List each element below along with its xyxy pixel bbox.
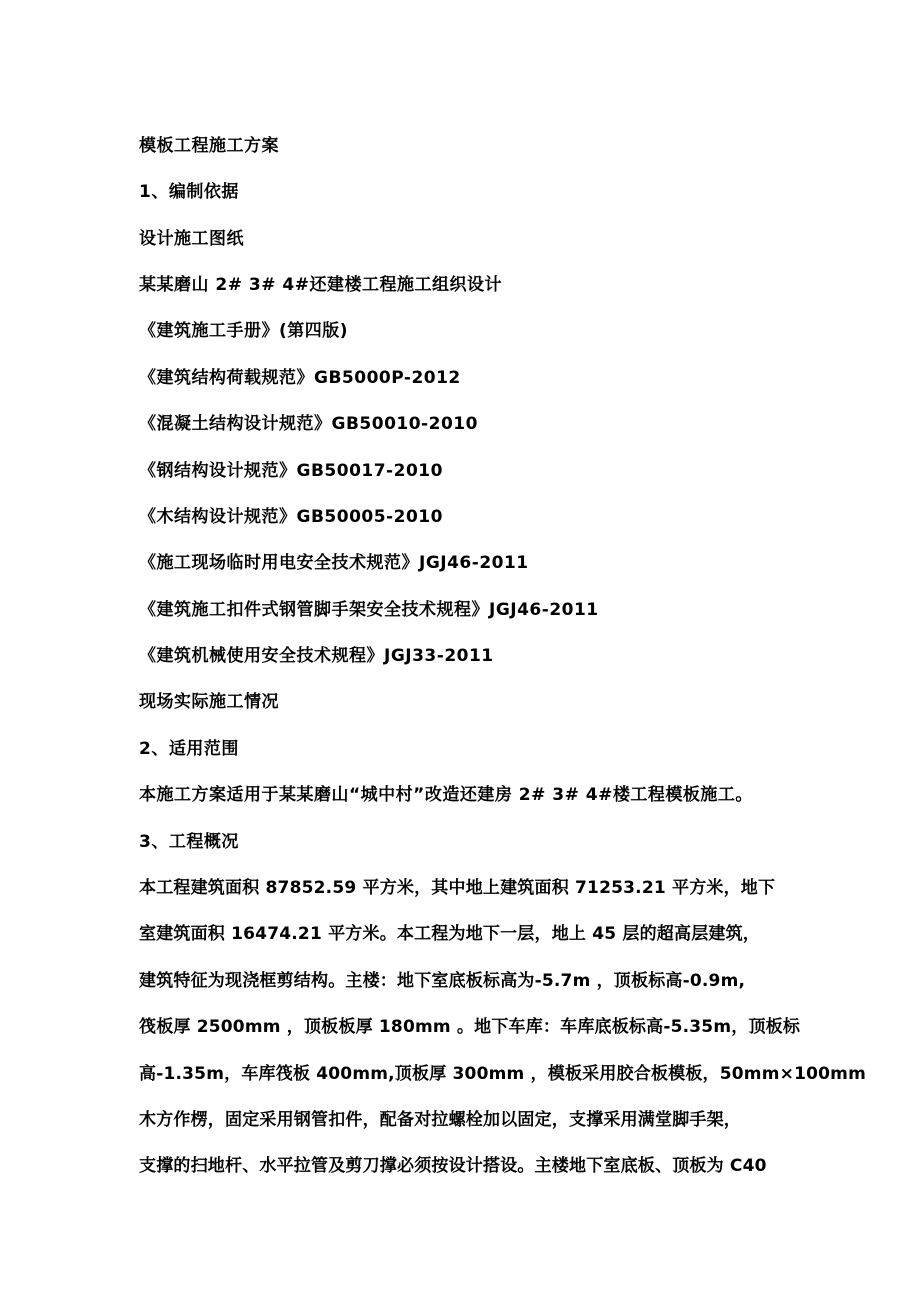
document-title: 模板工程施工方案 [139,136,279,156]
reference-item: 《钢结构设计规范》GB50017-2010 [139,461,443,481]
overview-line: 木方作楞，固定采用钢管扣件，配备对拉螺栓加以固定，支撑采用满堂脚手架， [139,1110,741,1130]
scope-paragraph: 本施工方案适用于某某磨山“城中村”改造还建房 2# 3# 4#楼工程模板施工。 [139,785,753,805]
reference-item: 某某磨山 2# 3# 4#还建楼工程施工组织设计 [139,275,502,295]
reference-item: 现场实际施工情况 [139,692,279,712]
reference-item: 《建筑机械使用安全技术规程》JGJ33-2011 [139,646,494,666]
reference-item: 《建筑施工手册》(第四版) [139,321,349,341]
reference-item: 《混凝土结构设计规范》GB50010-2010 [139,414,478,434]
section-heading-2: 2、适用范围 [139,739,239,759]
overview-line: 本工程建筑面积 87852.59 平方米，其中地上建筑面积 71253.21 平方米，地下 [139,878,776,898]
section-heading-1: 1、编制依据 [139,182,239,202]
overview-line: 支撑的扫地杆、水平拉管及剪刀撑必须按设计搭设。主楼地下室底板、顶板为 C40 [139,1156,767,1176]
reference-item: 设计施工图纸 [139,229,244,249]
overview-line: 建筑特征为现浇框剪结构。主楼：地下室底板标高为-5.7m ，顶板标高-0.9m, [139,971,746,991]
overview-line: 筏板厚 2500mm ，顶板板厚 180mm 。地下车库：车库底板标高-5.35m，顶板标 [139,1017,801,1037]
overview-line: 高-1.35m，车库筏板 400mm,顶板厚 300mm ，模板采用胶合板模板，50mm×100mm [139,1064,866,1084]
reference-item: 《建筑施工扣件式钢管脚手架安全技术规程》JGJ46-2011 [139,600,599,620]
reference-item: 《建筑结构荷载规范》GB5000P-2012 [139,368,461,388]
section-heading-3: 3、工程概况 [139,832,239,852]
reference-item: 《施工现场临时用电安全技术规范》JGJ46-2011 [139,553,529,573]
overview-line: 室建筑面积 16474.21 平方米。本工程为地下一层，地上 45 层的超高层建筑， [139,924,760,944]
reference-item: 《木结构设计规范》GB50005-2010 [139,507,443,527]
